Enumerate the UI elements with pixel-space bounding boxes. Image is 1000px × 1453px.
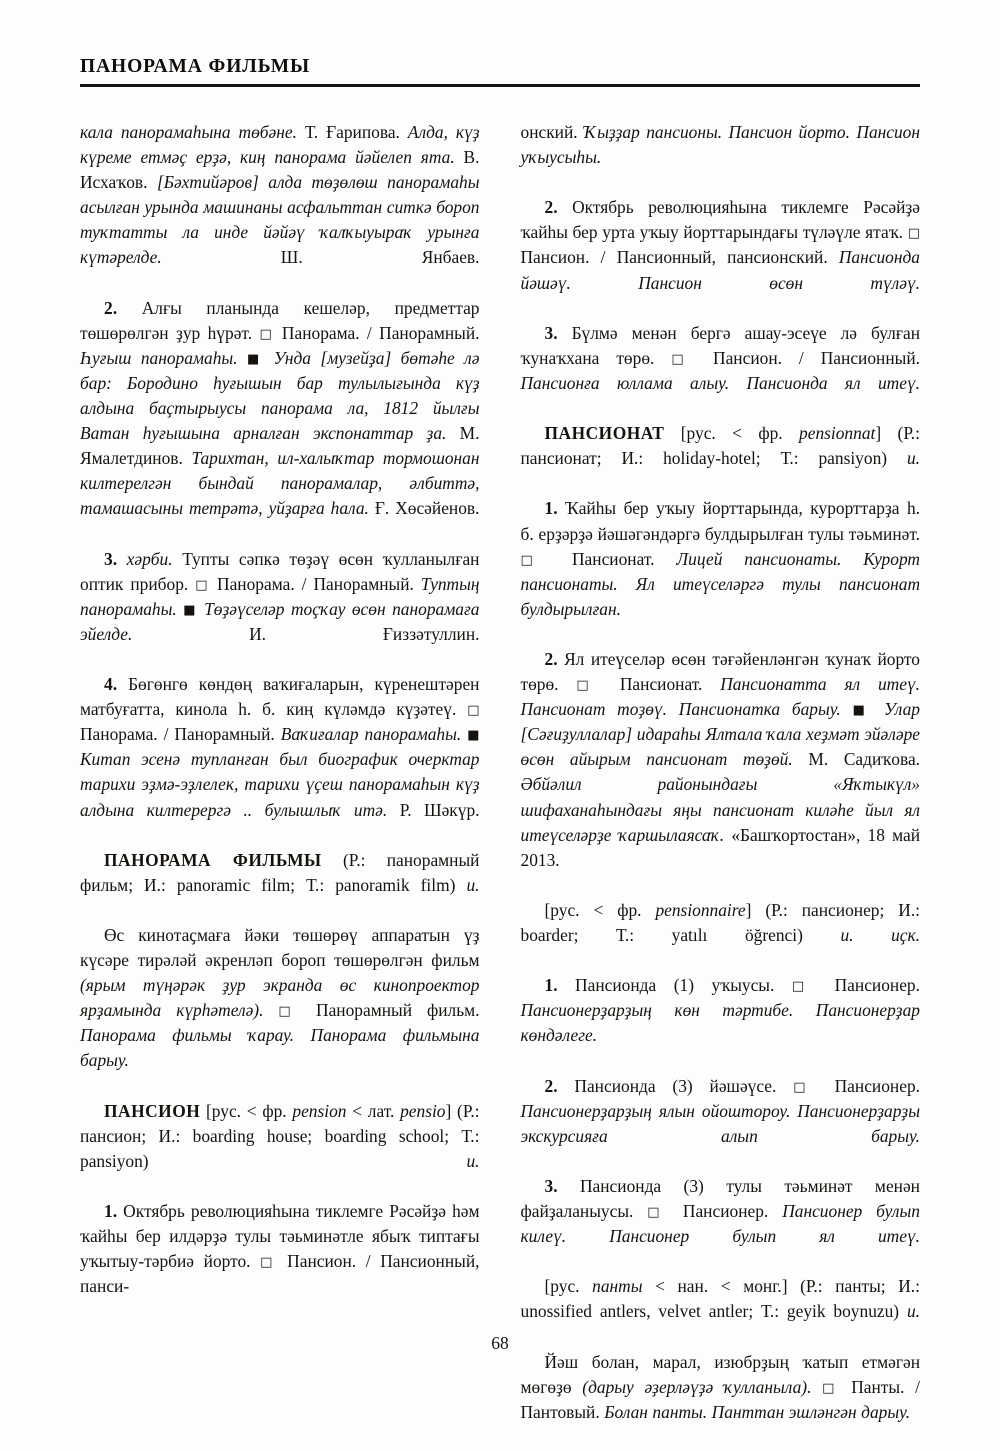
- panorama-sense4: 4. Бөгөнгө көндөң ваҡиғаларын, күренештәрен матбуғатта, кинола һ. б. киң күләмдә күҙәтеү. □ Панорама. / Панорамный. Ваҡиғалар панорамаһы. ■ Китап эсенә тупланған был биографик очерктар тарихи эҙмә-эҙлелек, тарихи үҫеш панорамаһын күҙ алдына килтерергә .. булышлыҡ итә. Р. Шәкүр.: [80, 674, 480, 820]
- open-square-icon: □: [576, 678, 602, 694]
- headword: ПАНСИОН: [104, 1100, 201, 1121]
- headword-etymology: [рус. панты < нан. < монг.] (Р.: панты; И.: unossified antlers, velvet antler; Т.: geyik boynuzu) и.: [520, 1276, 920, 1322]
- entry-pansionat: [521, 421, 921, 496]
- open-square-icon: □: [259, 326, 275, 342]
- running-head-rule: [80, 84, 920, 86]
- pansion-sense1: 1. Октябрь революцияһына тиклемге Рәсәйҙә һәм ҡайһы бер илдәрҙә тулы тәьминәтле ябыҡ типтағы уҡытыу-тәрбиә йорто. □ Пансион. / Пансионный, панси-: [80, 1201, 480, 1297]
- filled-square-icon: ■: [852, 703, 873, 719]
- page-number: 68: [491, 1333, 509, 1353]
- pansioner-sense2: 2. Пансионда (3) йәшәүсе. □ Пансионер. Пансионерҙарҙың ялын ойоштороу. Пансионерҙарҙы экскурсияға алып барыу.: [520, 1075, 920, 1146]
- headword-etymology: [рус. < фр. pension < лат. pensio] (Р.: пансион; И.: boarding house; boarding school; Т.: pansiyon) и.: [80, 1100, 480, 1171]
- open-square-icon: □: [647, 1205, 669, 1221]
- open-square-icon: □: [793, 1079, 818, 1095]
- pansionat-sense1: 1. Ҡайһы бер уҡыу йорттарында, курорттарҙа һ. б. ерҙәрҙә йәшәгәндәргә булдырылған тулы тәьминәт. □ Пансионат. Лицей пансионаты. Курорт пансионаты. Ял итеүселәргә тулы пансионат булдырылған.: [520, 498, 920, 619]
- left-column: [80, 120, 480, 1425]
- headword-etymology: (Р.: панорамный фильм; И.: panoramic film; Т.: panoramik film) и.: [80, 849, 480, 895]
- open-square-icon: □: [278, 1004, 302, 1020]
- pansion-sense3: 3. Бүлмә менән бергә ашау-эсеүе лә булған ҡунаҡхана төрө. □ Пансион. / Пансионный. Пансионға юллама алыу. Пансионда ял итеү.: [520, 322, 920, 393]
- headword: ПАНОРАМА ФИЛЬМЫ: [104, 849, 322, 870]
- open-square-icon: □: [520, 552, 551, 568]
- running-head: [80, 56, 920, 87]
- open-square-icon: □: [907, 226, 920, 242]
- pansion-sense1-continuation: онский. Ҡыҙҙар пансионы. Пансион йорто. Пансион уҡыусыһы.: [520, 122, 920, 168]
- open-square-icon: □: [467, 703, 480, 719]
- panorama-sense3: 3. хәрби. Тупты сәпкә төҙәү өсөн ҡулланылған оптик прибор. □ Панорама. / Панорамный. Туптың панорамаһы. ■ Төҙәүселәр тоҫҡау өсөн панорамаға эйелде. И. Ғиззәтуллин.: [80, 548, 480, 644]
- headword-etymology: [рус. < фр. pensionnaire] (Р.: пансионер; И.: boarder; Т.: yatılı öğrenci) и. иҫк.: [520, 899, 921, 945]
- panorama-filmy-definition: Өс кинотаҫмаға йәки төшөрөү аппаратын үҙ күсәре тирәләй әкренләп бороп төшөрөлгән фильм (ярым түңәрәк ҙур экранда өс кинопроектор ярҙамында күрһәтелә). □ Панорамный фильм. Панорама фильмы ҡарау. Панорама фильмына барыу.: [80, 925, 480, 1071]
- pansioner-sense1: 1. Пансионда (1) уҡыусы. □ Пансионер. Пансионерҙарҙың көн тәртибе. Пансионерҙар көндәлеге.: [520, 975, 920, 1046]
- pant-definition: Йәш болан, марал, изюбрҙың ҡатып етмәгән мөгөҙө (дарыу әҙерләүҙә ҡулланыла). □ Панты. / Пантовый. Болан панты. Панттан эшләнгән дарыу.: [520, 1351, 920, 1422]
- panorama-sense1-continuation: кала панорамаһына төбәне. Т. Ғарипова. Алда, күҙ күреме етмәҫ ерҙә, киң панорама йәйелеп ята. В. Исхаҡов. [Бәхтийәров] алда төҙөлөш панорамаһы асылған урында машинаны асфальттан ситкә бороп туҡтатты ла инде йәйәү ҡалҡыуыраҡ урынға күтәрелде. Ш. Янбаев.: [80, 122, 480, 268]
- pansionat-sense2: 2. Ял итеүселәр өсөн тәғәйенләнгән ҡунаҡ йорто төрө. □ Пансионат. Пансионатта ял итеү. Пансионат тоҙөү. Пансионатка барыу. ■ Улар [Сәғиҙуллалар] идараһы Ялтала ҡала хеҙмәт эйәләре өсөн айырым пансионат төҙөй. М. Садиҡова. Әбйәлил районындағы «Яҡтыкүл» шифаханаһындағы яңы пансионат киләһе йыл ял итеүселәрҙе ҡаршылаясаҡ. «Башҡортостан», 18 май 2013.: [520, 648, 921, 870]
- entry-pansion: [80, 1099, 480, 1199]
- body-columns: [80, 120, 920, 1425]
- pansioner-sense3: 3. Пансионда (3) тулы тәьминәт менән файҙаланыусы. □ Пансионер. Пансионер булып килеү. Пансионер булып ял итеү.: [520, 1175, 920, 1247]
- open-square-icon: □: [195, 577, 211, 593]
- open-square-icon: □: [260, 1255, 278, 1271]
- panorama-sense2: 2. Алғы планында кешеләр, предметтар төшөрөлгән ҙур һүрәт. □ Панорама. / Панорамный. Һуғыш панорамаһы. ■ Унда [музейҙа] бөтәһе лә бар: Бородино һуғышын бар тулылығында күҙ алдына баҫтырыусы панорама ла, 1812 йылғы Ватан һуғышына арналған экспонаттар ҙа. М. Ямалетдинов. Тарихтан, ил-халыҡтар тормошонан килтерелгән бындай панорамалар, әлбиттә, тамашасыны тетрәтә, уйҙарға һала. Ғ. Хөсәйенов.: [80, 297, 480, 519]
- filled-square-icon: ■: [183, 602, 198, 618]
- running-head-title: ПАНОРАМА ФИЛЬМЫ: [80, 56, 311, 77]
- entry-panorama-filmy: [80, 848, 480, 923]
- headword: ПАНСИОНАТ: [544, 423, 665, 444]
- headword-etymology: [рус. < фр. pensionnat] (Р.: пансионат; И.: holiday-hotel; Т.: pansiyon) и.: [520, 423, 920, 469]
- open-square-icon: □: [791, 979, 818, 995]
- right-column: [521, 120, 921, 1425]
- filled-square-icon: ■: [467, 728, 480, 744]
- filled-square-icon: ■: [246, 351, 265, 367]
- pansion-sense2: 2. Октябрь революцияһына тиклемге Рәсәйҙә ҡайһы бер урта уҡыу йорттарындағы түләүле ятаҡ. □ Пансион. / Пансионный, пансионский. Пансионда йәшәү. Пансион өсөн түләү.: [520, 197, 920, 293]
- open-square-icon: □: [822, 1380, 841, 1396]
- entry-pansioner: [521, 898, 921, 973]
- open-square-icon: □: [671, 351, 697, 367]
